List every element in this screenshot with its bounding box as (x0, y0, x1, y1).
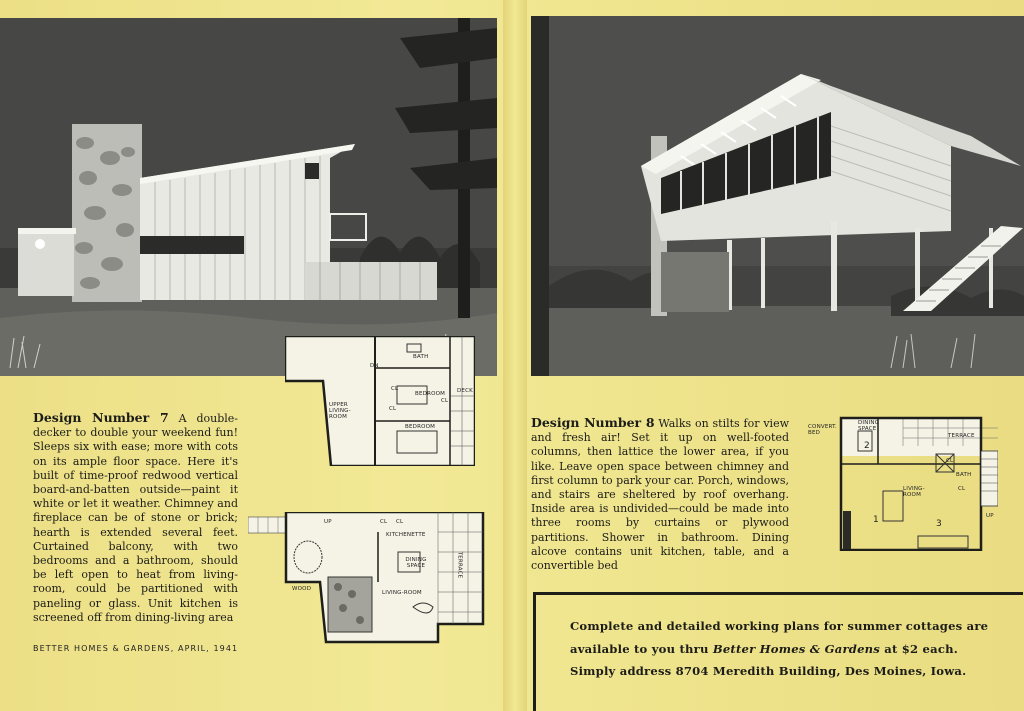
plan-label-cl-1: CL (391, 386, 399, 392)
plan-label-cl-2: CL (389, 406, 397, 412)
design7-illustration (0, 18, 497, 376)
plan-label-room-1: 1 (873, 515, 879, 525)
plan-label-upper-living-room: UPPER LIVING-ROOM (329, 402, 351, 421)
design7-upper-floor-plan (285, 336, 475, 466)
plan-label-cl-2: CL (958, 486, 966, 492)
plan-label-kitchenette: KITCHENETTE (386, 532, 426, 538)
plan-label-room-2: 2 (864, 441, 870, 451)
design7-text (33, 411, 238, 625)
design8-text (531, 416, 789, 573)
plan-label-living-room: LIVING-ROOM (903, 486, 925, 499)
plan-label-bath: BATH (956, 472, 972, 478)
plan-label-deck: DECK (457, 388, 473, 394)
notice-line-2-prefix: available to you thru (570, 641, 709, 656)
plan-label-up: UP (324, 519, 332, 525)
plan-label-bedroom-2: BEDROOM (405, 424, 436, 430)
plan-label-convert-bed: CONVERT. BED (808, 424, 837, 437)
plan-label-cl-1: CL (946, 458, 954, 464)
plan-label-cl-3: CL (441, 398, 449, 404)
plan-label-living-room: LIVING-ROOM (382, 590, 422, 596)
notice-line-3: Simply address 8704 Meredith Building, Des Moines, Iowa. (570, 664, 967, 678)
plan-label-dn: DN (370, 363, 379, 369)
plan-label-wood: WOOD (292, 586, 312, 592)
design8-floor-plan (808, 416, 998, 551)
plan-label-room-3: 3 (936, 519, 942, 529)
design8-illustration (531, 16, 1024, 376)
design7-description: A double-decker to double your weekend fun! Sleeps six with ease; more with cots on its ample floor space. Here it's built of time-proof redwood vertical board-and-batten outside—paint it white or let it weather. Chimney and fireplace can be of stone or brick; hearth is extended several feet. Curtained balcony, with two bedrooms and a bathroom, should be left open to heat from living-room, could be partitioned with paneling or glass. Unit kitchen is screened off from dining-living area (33, 412, 238, 624)
plan-label-bedroom-1: BEDROOM (415, 391, 446, 397)
design8-heading: Design Number 8 (531, 415, 655, 430)
plan-label-dining-space: DINING SPACE (405, 557, 427, 570)
plan-label-terrace: TERRACE (456, 551, 463, 579)
plan-label-dining-space: DINING SPACE (858, 420, 880, 433)
notice-line-1: Complete and detailed working plans for summer cottages are (570, 619, 989, 633)
plans-notice-box (533, 592, 1023, 711)
design8-description: Walks on stilts for view and fresh air! Set it up on well-footed columns, then lattice the lower area, if you like. Leave open space between chimney and first column to park your car. Porch, windows, and stairs are sheltered by roof overhang. Inside area is undivided—could be made into three rooms by curtains or plywood partitions. Shower in bathroom. Dining alcove contains unit kitchen, table, and a convertible bed (531, 417, 789, 573)
plans-notice-text (570, 615, 1023, 683)
plan-label-cl-b: CL (396, 519, 404, 525)
page-credit: BETTER HOMES & GARDENS, APRIL, 1941 (33, 644, 239, 653)
plan-label-terrace: TERRACE (948, 433, 975, 439)
plan-label-up: UP (986, 513, 994, 519)
notice-line-2-suffix: at $2 each. (884, 641, 958, 656)
design7-lower-floor-plan (248, 512, 508, 647)
plan-label-bath: BATH (413, 354, 429, 360)
plan-label-cl-a: CL (380, 519, 388, 525)
notice-publication: Better Homes & Gardens (712, 641, 881, 656)
design7-heading: Design Number 7 (33, 410, 169, 425)
